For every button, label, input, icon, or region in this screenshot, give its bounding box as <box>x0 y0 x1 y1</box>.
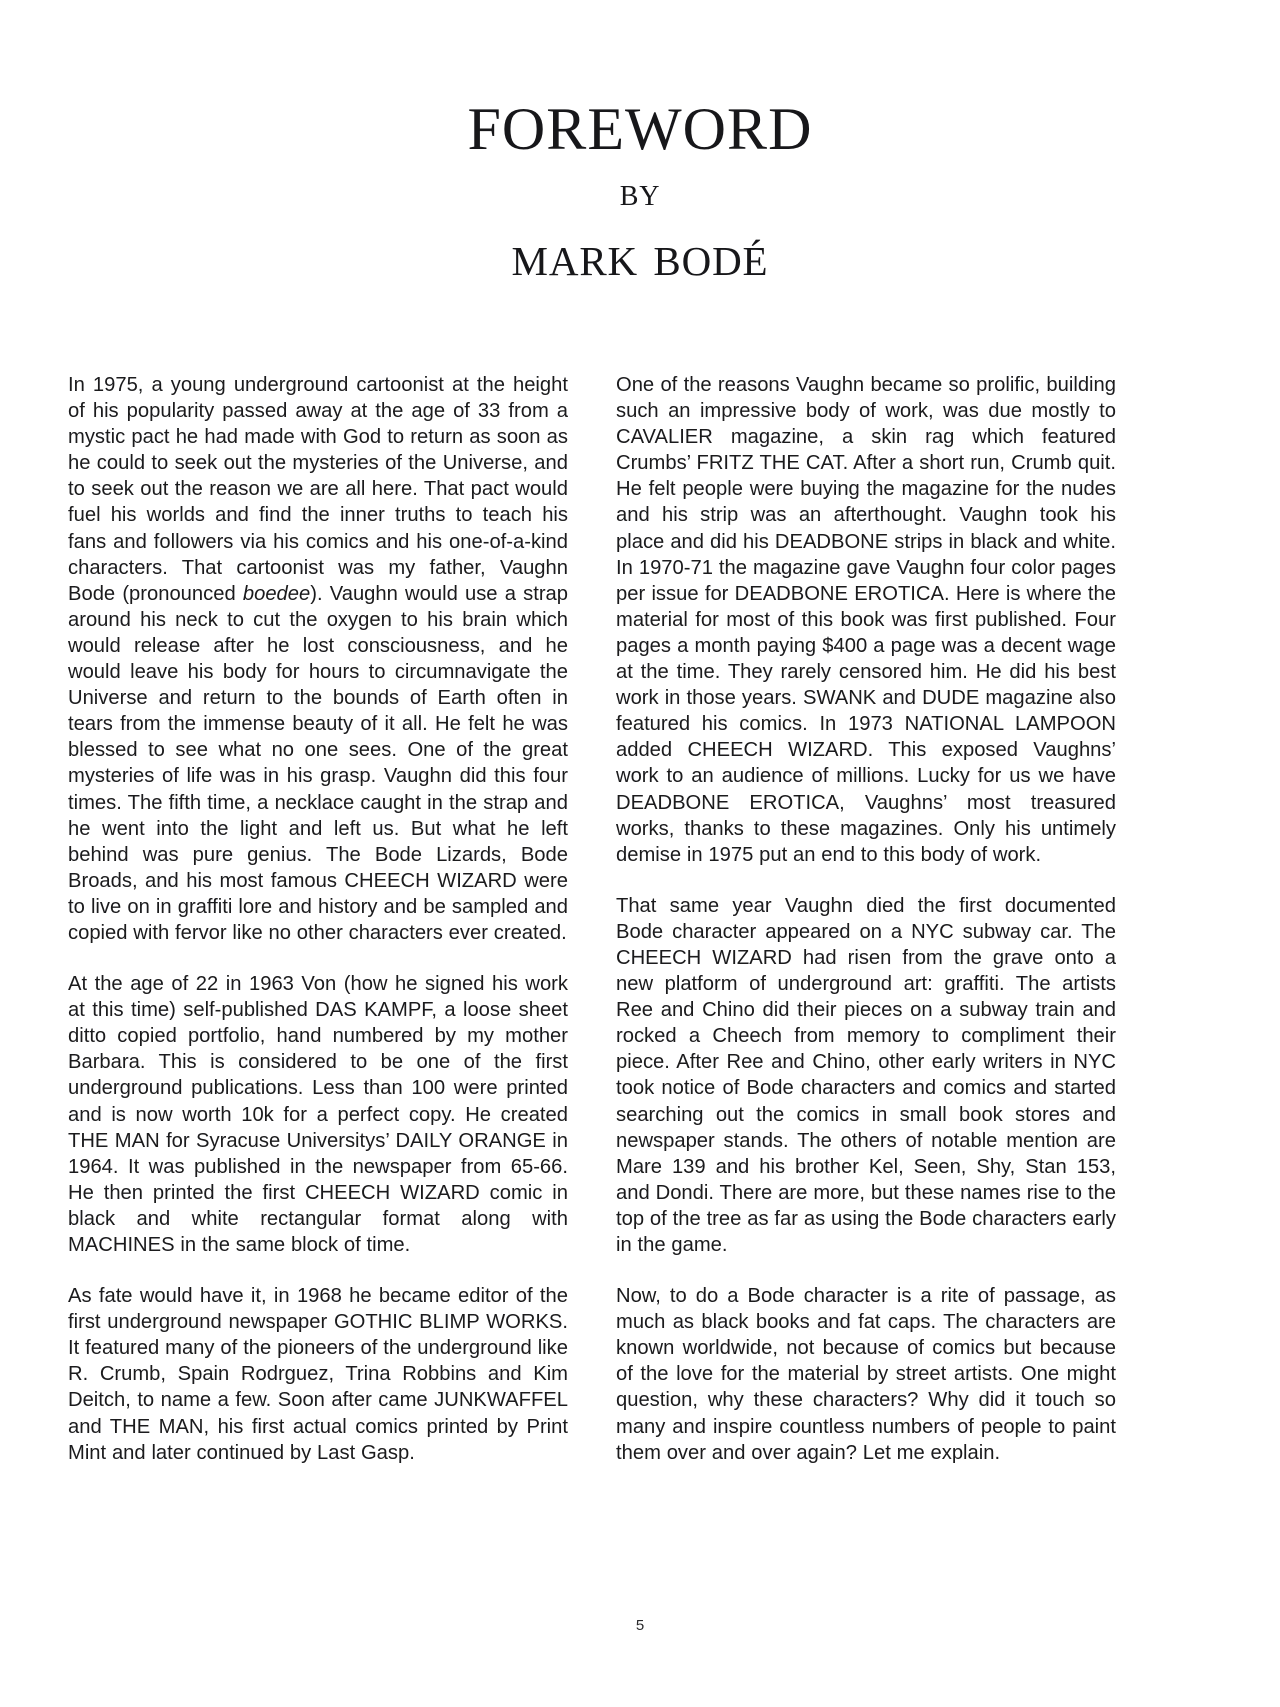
page-number: 5 <box>635 1617 645 1634</box>
left-column <box>68 372 568 1466</box>
paragraph: In 1975, a young underground cartoonist at the height of his popularity passed away at the age of 33 from a mystic pact he had made with God to return as soon as he could to seek out the mysteries of the Universe, and to seek out the reason we are all here. That pact would fuel his worlds and find the inner truths to teach his fans and followers via his comics and his one-of-a-kind characters. That cartoonist was my father, Vaughn Bode (pronounced boedee). Vaughn would use a strap around his neck to cut the oxygen to his brain which would release after he lost consciousness, and he would leave his body for hours to circumnavigate the Universe and return to the bounds of Earth often in tears from the immense beauty of it all. He felt he was blessed to see what no one sees. One of the great mysteries of life was in his grasp. Vaughn did this four times. The fifth time, a necklace caught in the strap and he went into the light and left us. But what he left behind was pure genius. The Bode Lizards, Bode Broads, and his most famous CHEECH WIZARD were to live on in graffiti lore and history and be sampled and copied with fervor like no other characters ever created. <box>68 374 568 944</box>
paragraph: One of the reasons Vaughn became so prolific, building such an impressive body of work, was due mostly to CAVALIER magazine, a skin rag which featured Crumbs’ FRITZ THE CAT. After a short run, Crumb quit. He felt people were buying the magazine for the nudes and his strip was an afterthought. Vaughn took his place and did his DEADBONE strips in black and white. In 1970-71 the magazine gave Vaughn four color pages per issue for DEADBONE EROTICA. Here is where the material for most of this book was first published. Four pages a month paying $400 a page was a decent wage at the time. They rarely censored him. He did his best work in those years. SWANK and DUDE magazine also featured his comics. In 1973 NATIONAL LAMPOON added CHEECH WIZARD. This exposed Vaughns’ work to an audience of millions. Lucky for us we have DEADBONE EROTICA, Vaughns’ most treasured works, thanks to these magazines. Only his untimely demise in 1975 put an end to this body of work. <box>616 374 1116 866</box>
page-title: foreword <box>467 72 813 168</box>
paragraph: That same year Vaughn died the first documented Bode character appeared on a NYC subway car. The CHEECH WIZARD had risen from the grave onto a new platform of underground art: graffiti. The artists Ree and Chino did their pieces on a subway train and rocked a Cheech from memory to compliment their piece. After Ree and Chino, other early writers in NYC took notice of Bode characters and comics and started searching out the comics in small book stores and newspaper stands. The others of notable mention are Mare 139 and his brother Kel, Seen, Shy, Stan 153, and Dondi. There are more, but these names rise to the top of the tree as far as using the Bode characters early in the game. <box>616 894 1116 1256</box>
emphasis-text: boedee <box>242 582 311 605</box>
title-block <box>0 0 1280 287</box>
paragraph: At the age of 22 in 1963 Von (how he signed his work at this time) self-published DAS KAMPF, a loose sheet ditto copied portfolio, hand numbered by my mother Barbara. This is considered to be one of the first underground publications. Less than 100 were printed and is now worth 10k for a perfect copy. He created THE MAN for Syracuse Universitys’ DAILY ORANGE in 1964. It was published in the newspaper from 65-66. He then printed the first CHEECH WIZARD comic in black and white rectangular format along with MACHINES in the same block of time. <box>68 973 568 1256</box>
right-column <box>616 372 1116 1466</box>
byline-label: by <box>619 169 661 215</box>
author-name: mark bodé <box>511 223 769 289</box>
paragraph: Now, to do a Bode character is a rite of passage, as much as black books and fat caps. The characters are known worldwide, not because of comics but because of the love for the material by street artists. One might question, why these characters? Why did it touch so many and inspire countless numbers of people to paint them over and over again? Let me explain. <box>616 1285 1116 1464</box>
body-columns <box>68 372 1134 1466</box>
paragraph: As fate would have it, in 1968 he became editor of the first underground newspaper GOTHIC BLIMP WORKS. It featured many of the pioneers of the underground like R. Crumb, Spain Rodrguez, Trina Robbins and Kim Deitch, to name a few. Soon after came JUNKWAFFEL and THE MAN, his first actual comics printed by Print Mint and later continued by Last Gasp. <box>68 1285 568 1464</box>
